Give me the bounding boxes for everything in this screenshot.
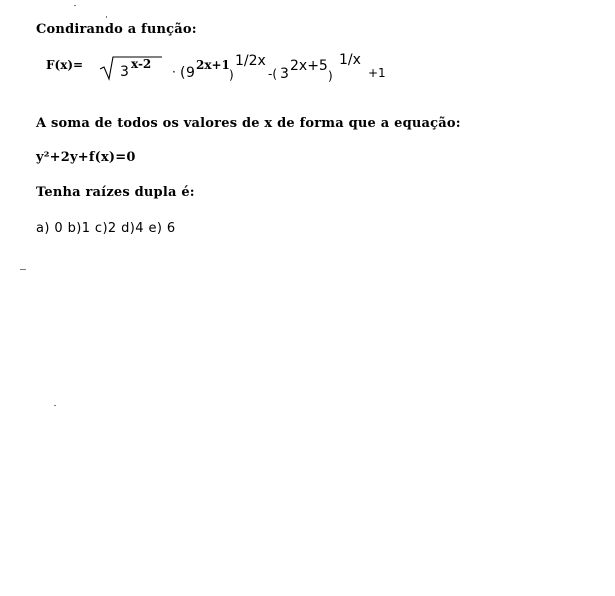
- radical-base: 3: [120, 64, 129, 80]
- prompt-text: Tenha raízes dupla é:: [36, 185, 195, 200]
- answer-options: a) 0 b)1 c)2 d)4 e) 6: [36, 221, 176, 236]
- outer-exponent-1: 1/2x: [235, 53, 266, 69]
- radical-exponent: x-2: [131, 57, 152, 71]
- scan-speck: [54, 405, 56, 406]
- scan-speck: [20, 269, 26, 270]
- plus-one: +1: [368, 66, 386, 80]
- question-text: A soma de todos os valores de x de forma que a equação:: [36, 116, 461, 131]
- minus-open-paren-2: -(: [268, 67, 278, 81]
- base-2: 3: [280, 66, 289, 82]
- equation-text: y²+2y+f(x)=0: [36, 150, 136, 165]
- close-paren-1: ): [229, 68, 234, 82]
- scan-speck: [106, 16, 107, 18]
- outer-exponent-2: 1/x: [339, 52, 361, 68]
- base-1: 9: [186, 65, 195, 81]
- open-paren-1: (: [180, 65, 186, 81]
- multiply-dot: ·: [172, 65, 176, 79]
- exponent-2: 2x+5: [290, 58, 328, 74]
- close-paren-2: ): [328, 69, 333, 83]
- exponent-1: 2x+1: [196, 58, 230, 72]
- heading-text: Condirando a função:: [36, 22, 197, 37]
- formula-lhs: F(x)=: [46, 58, 84, 72]
- scan-speck: [74, 5, 76, 6]
